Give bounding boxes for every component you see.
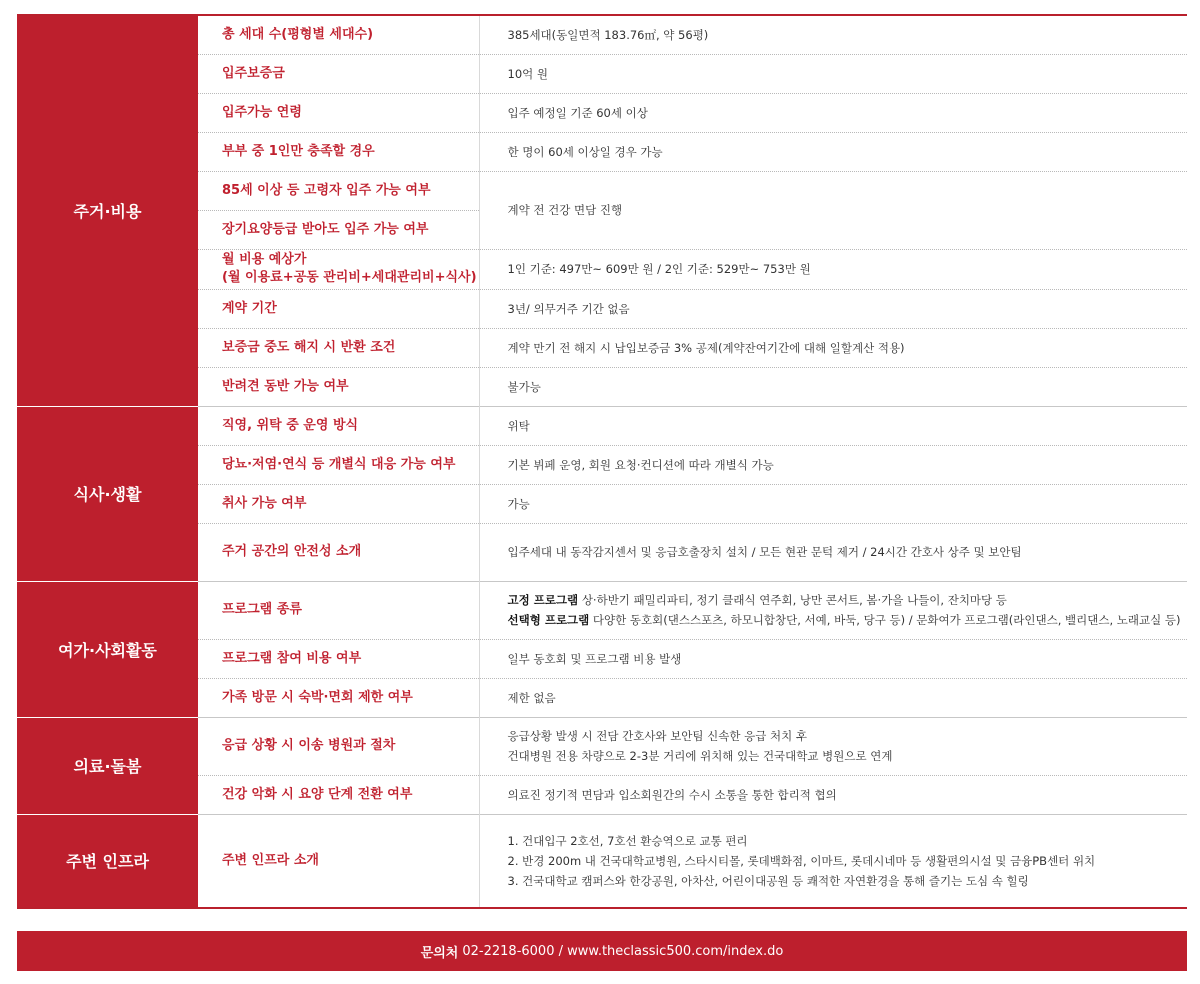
question: 주거 공간의 안전성 소개 [198, 523, 479, 581]
answer: 기본 뷔페 운영, 회원 요청·컨디션에 따라 개별식 가능 [479, 445, 1187, 484]
question: 프로그램 종류 [198, 581, 479, 639]
answer [479, 717, 1187, 775]
question: 85세 이상 등 고령자 입주 가능 여부 [198, 171, 479, 210]
answer: 계약 만기 전 해지 시 납입보증금 3% 공제(계약잔여기간에 대해 일할계산 적용) [479, 328, 1187, 367]
program-text-optional: 다양한 동호회(댄스스포츠, 하모니합창단, 서예, 바둑, 당구 등) / 문화여가 프로그램(라인댄스, 밸리댄스, 노래교실 등) [589, 613, 1181, 627]
category-dining: 식사·생활 [17, 406, 198, 581]
answer: 불가능 [507, 379, 541, 394]
answer-line: 건대병원 전용 차량으로 2-3분 거리에 위치해 있는 건국대학교 병원으로 연계 [507, 749, 893, 763]
answer: 제한 없음 [507, 690, 556, 705]
answer: 1인 기준: 497만~ 609만 원 / 2인 기준: 529만~ 753만 원 [479, 249, 1187, 289]
answer: 입주 예정일 기준 60세 이상 [479, 93, 1187, 132]
question: 보증금 중도 해지 시 반환 조건 [198, 328, 479, 367]
question: 취사 가능 여부 [198, 484, 479, 523]
question: 직영, 위탁 중 운영 방식 [198, 406, 479, 445]
answer-line [508, 610, 1188, 630]
answer: 위탁 [479, 406, 1187, 445]
question: 계약 기간 [198, 289, 479, 328]
question: 반려견 동반 가능 여부 [198, 367, 479, 406]
category-leisure: 여가·사회활동 [17, 581, 198, 717]
table-row [17, 717, 1187, 775]
answer: 10억 원 [479, 54, 1187, 93]
answer: 입주세대 내 동작감지센서 및 응급호출장치 설치 / 모든 현관 문턱 제거 / 24시간 간호사 상주 및 보안팀 [507, 545, 1022, 559]
table-row [17, 581, 1187, 639]
program-label-fixed: 고정 프로그램 [507, 593, 579, 607]
question: 입주가능 연령 [198, 93, 479, 132]
answer-line [508, 590, 1188, 610]
contact-footer [17, 931, 1187, 971]
question-line: (월 이용료+공동 관리비+세대관리비+식사) [222, 270, 477, 285]
answer-line: 2. 반경 200m 내 건국대학교병원, 스타시티몰, 롯데백화점, 이마트, 롯데시네마 등 생활편의시설 및 금융PB센터 위치 [507, 853, 1096, 868]
answer-line: 1. 건대입구 2호선, 7호선 환승역으로 교통 편리 [507, 833, 748, 848]
answer: 의료진 정기적 면담과 입소회원간의 수시 소통을 통한 합리적 협의 [507, 787, 837, 802]
contact-text[interactable]: 02-2218-6000 / www.theclassic500.com/index.do [462, 943, 784, 959]
category-housing: 주거·비용 [17, 15, 198, 406]
answer [479, 581, 1187, 639]
answer: 3년/ 의무거주 기간 없음 [479, 289, 1187, 328]
info-table [17, 14, 1187, 909]
table-row [17, 406, 1187, 445]
question: 프로그램 참여 비용 여부 [198, 639, 479, 678]
question: 입주보증금 [198, 54, 479, 93]
question [198, 249, 479, 289]
answer: 가능 [479, 484, 1187, 523]
answer: 한 명이 60세 이상일 경우 가능 [479, 132, 1187, 171]
answer-line: 응급상황 발생 시 전담 간호사와 보안팀 신속한 응급 처치 후 [507, 729, 808, 743]
category-medical: 의료·돌봄 [17, 717, 198, 814]
table-row [17, 814, 1187, 908]
program-text-fixed: 상·하반기 패밀리파티, 정기 클래식 연주회, 낭만 콘서트, 봄·가을 나들이, 잔치마당 등 [578, 593, 1007, 607]
answer-line: 3. 건국대학교 캠퍼스와 한강공원, 아차산, 어린이대공원 등 쾌적한 자연환경을 통해 즐기는 도심 속 힐링 [507, 873, 1029, 888]
answer: 계약 전 건강 면담 진행 [479, 171, 1187, 249]
question: 주변 인프라 소개 [198, 814, 479, 908]
category-infra: 주변 인프라 [17, 814, 198, 908]
question: 건강 악화 시 요양 단계 전환 여부 [198, 775, 479, 814]
question: 가족 방문 시 숙박·면회 제한 여부 [198, 678, 479, 717]
question: 당뇨·저염·연식 등 개별식 대응 가능 여부 [198, 445, 479, 484]
table-row [17, 15, 1187, 54]
question: 총 세대 수(평형별 세대수) [198, 15, 479, 54]
answer: 385세대(동일면적 183.76㎡, 약 56평) [479, 15, 1187, 54]
contact-label: 문의처 [420, 945, 459, 961]
answer [479, 814, 1187, 908]
question: 부부 중 1인만 충족할 경우 [198, 132, 479, 171]
question-line: 월 비용 예상가 [222, 252, 307, 267]
question: 장기요양등급 받아도 입주 가능 여부 [198, 210, 479, 249]
answer: 일부 동호회 및 프로그램 비용 발생 [479, 639, 1187, 678]
question: 응급 상황 시 이송 병원과 절차 [198, 717, 479, 775]
program-label-optional: 선택형 프로그램 [507, 613, 590, 627]
